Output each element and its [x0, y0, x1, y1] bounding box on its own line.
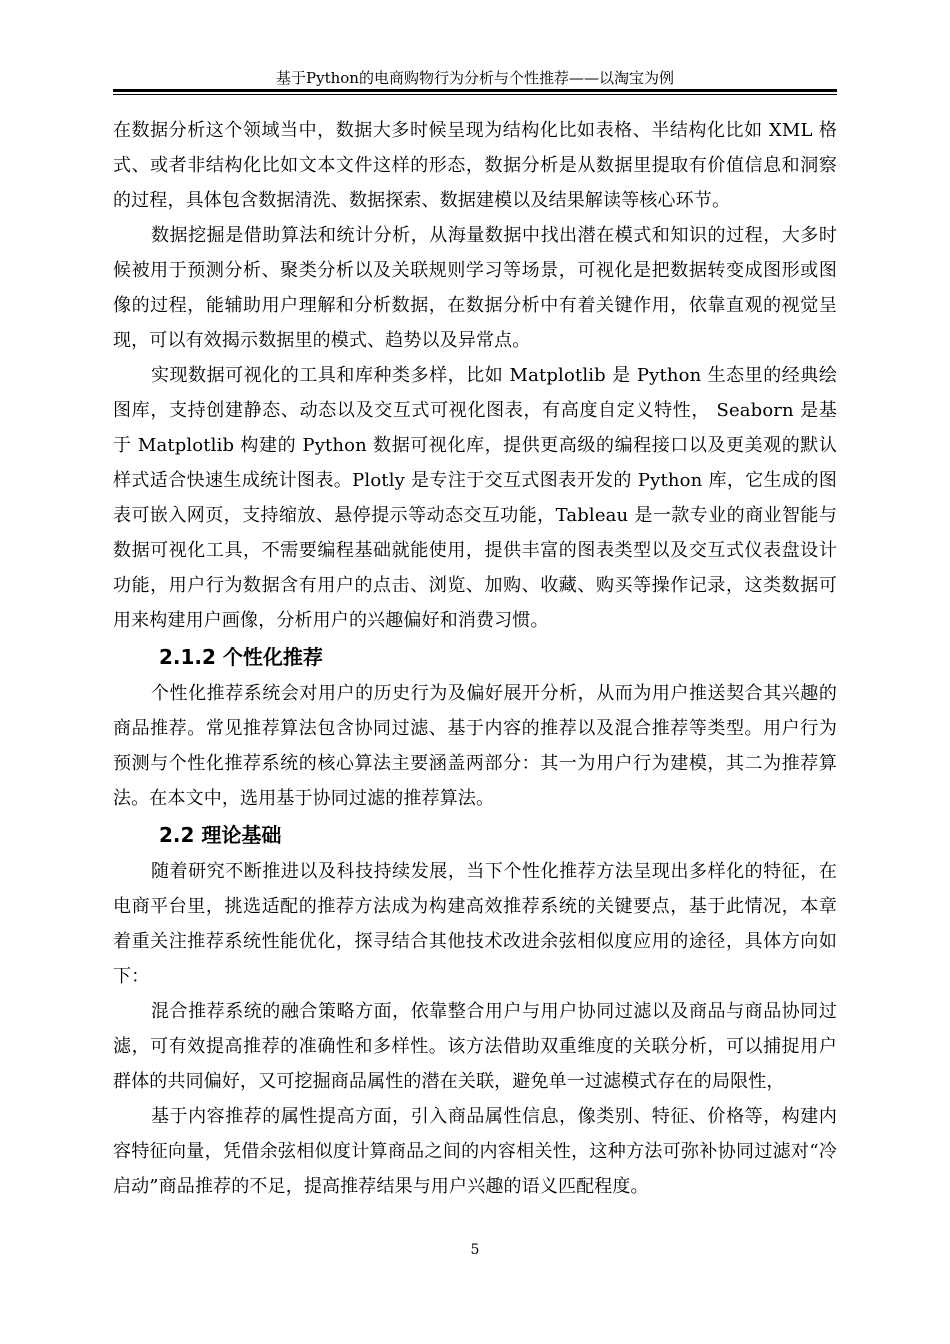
- paragraph: 在数据分析这个领域当中，数据大多时候呈现为结构化比如表格、半结构化比如 XML 格式、或者非结构化比如文本文件这样的形态，数据分析是从数据里提取有价值信息和洞察的过程，具体包含数据清洗、数据探索、数据建模以及结果解读等核心环节。: [113, 120, 837, 211]
- section-heading: 2.1.2 个性化推荐: [159, 645, 323, 669]
- running-header: 基于Python的电商购物行为分析与个性推荐——以淘宝为例: [276, 69, 674, 87]
- section-heading: 2.2 理论基础: [159, 823, 282, 847]
- paragraph: 混合推荐系统的融合策略方面，依靠整合用户与用户协同过滤以及商品与商品协同过滤，可有效提高推荐的准确性和多样性。该方法借助双重维度的关联分析，可以捕捉用户群体的共同偏好，又可挖掘商品属性的潜在关联，避免单一过滤模式存在的局限性，: [113, 1001, 837, 1092]
- header-rule: [113, 89, 837, 92]
- document-body: [113, 113, 837, 1204]
- paragraph: 数据挖掘是借助算法和统计分析，从海量数据中找出潜在模式和知识的过程，大多时候被用于预测分析、聚类分析以及关联规则学习等场景，可视化是把数据转变成图形或图像的过程，能辅助用户理解和分析数据，在数据分析中有着关键作用，依靠直观的视觉呈现，可以有效揭示数据里的模式、趋势以及异常点。: [113, 225, 837, 351]
- header-rule-thin: [113, 94, 837, 95]
- paragraph: 实现数据可视化的工具和库种类多样，比如 Matplotlib 是 Python 生态里的经典绘图库，支持创建静态、动态以及交互式可视化图表，有高度自定义特性， Seaborn 是基于 Matplotlib 构建的 Python 数据可视化库，提供更高级的编程接口以及更美观的默认样式适合快速生成统计图表。Plotly 是专注于交互式图表开发的 Python 库，它生成的图表可嵌入网页，支持缩放、悬停提示等动态交互功能，Tableau 是一款专业的商业智能与数据可视化工具，不需要编程基础就能使用，提供丰富的图表类型以及交互式仪表盘设计功能，用户行为数据含有用户的点击、浏览、加购、收藏、购买等操作记录，这类数据可用来构建用户画像，分析用户的兴趣偏好和消费习惯。: [113, 365, 837, 631]
- page-number: 5: [470, 1242, 480, 1258]
- paragraph: 个性化推荐系统会对用户的历史行为及偏好展开分析，从而为用户推送契合其兴趣的商品推荐。常见推荐算法包含协同过滤、基于内容的推荐以及混合推荐等类型。用户行为预测与个性化推荐系统的核心算法主要涵盖两部分：其一为用户行为建模，其二为推荐算法。在本文中，选用基于协同过滤的推荐算法。: [113, 683, 837, 809]
- paragraph: 随着研究不断推进以及科技持续发展，当下个性化推荐方法呈现出多样化的特征，在电商平台里，挑选适配的推荐方法成为构建高效推荐系统的关键要点，基于此情况，本章着重关注推荐系统性能优化，探寻结合其他技术改进余弦相似度应用的途径，具体方向如下：: [113, 861, 837, 987]
- paragraph: 基于内容推荐的属性提高方面，引入商品属性信息，像类别、特征、价格等，构建内容特征向量，凭借余弦相似度计算商品之间的内容相关性，这种方法可弥补协同过滤对“冷启动”商品推荐的不足，提高推荐结果与用户兴趣的语义匹配程度。: [113, 1106, 837, 1197]
